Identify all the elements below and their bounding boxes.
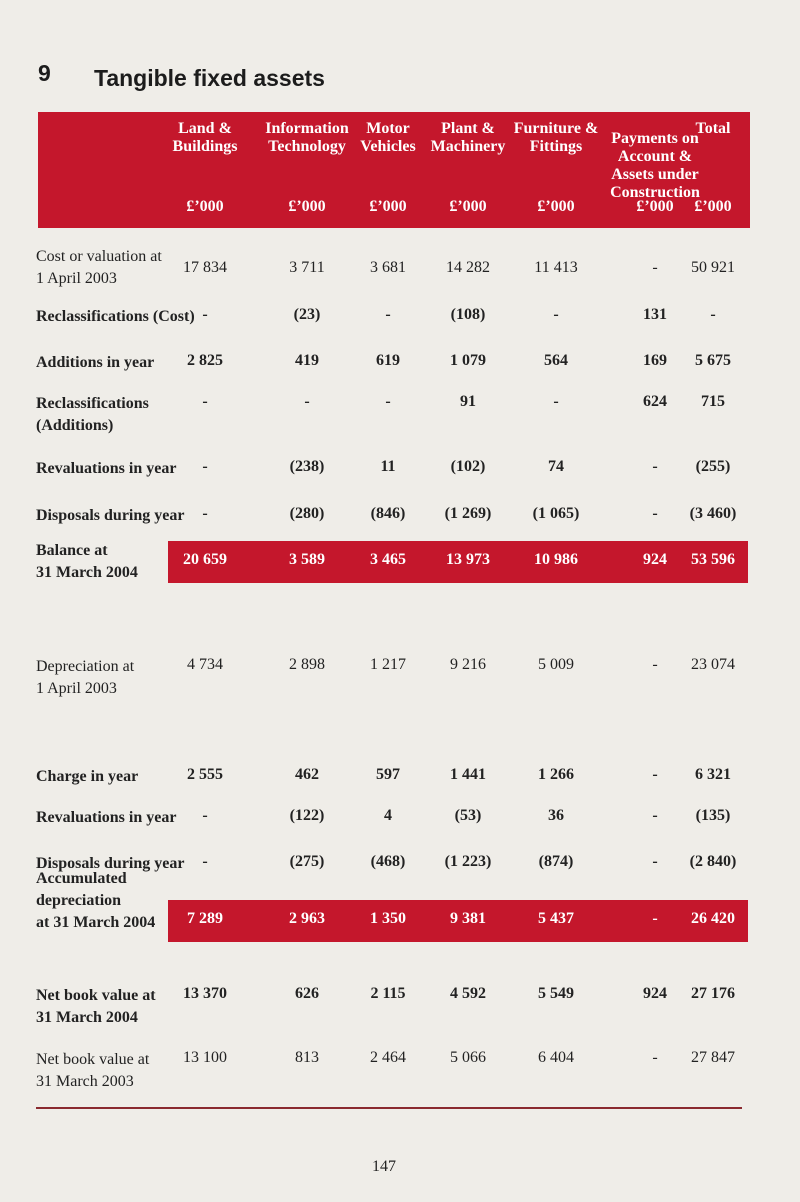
table-cell: 2 555 [187,766,223,783]
row-label-line: Disposals during year [36,855,185,872]
row-label-line: Balance at [36,542,108,559]
table-cell: (122) [289,807,325,824]
table-cell: (255) [695,458,731,475]
column-header [658,120,768,138]
table-cell: 27 176 [691,985,735,1002]
table-cell: 3 589 [289,551,325,568]
bottom-rule [36,1107,742,1109]
table-cell: - [710,306,716,323]
row-label-line: 31 March 2004 [36,564,138,581]
table-cell: - [652,656,658,673]
table-cell: 11 [380,458,396,475]
table-cell: 7 289 [187,910,223,927]
column-header-line: Machinery [430,138,506,155]
row-label-line: Disposals during year [36,507,185,524]
table-cell: 26 420 [691,910,735,927]
table-cell: 17 834 [183,259,227,276]
column-header-line: Fittings [529,138,583,155]
row-label-line: (Additions) [36,417,114,434]
table-cell: 3 711 [289,259,325,276]
table-cell: 924 [643,985,667,1002]
table-cell: (1 223) [444,853,492,870]
table-cell: 597 [376,766,400,783]
table-cell: - [202,393,208,410]
row-label-line: Additions in year [36,354,155,371]
table-cell: - [652,505,658,522]
row-label-line: Charge in year [36,768,139,785]
column-header-line: Land & [178,120,232,137]
table-cell: 6 321 [695,766,731,783]
table-cell: - [652,259,658,276]
table-cell: 50 921 [691,259,735,276]
table-cell: 2 898 [289,656,325,673]
table-cell: 1 217 [370,656,406,673]
row-label-line: depreciation [36,892,122,909]
table-cell: 6 404 [538,1049,574,1066]
table-cell: (102) [450,458,486,475]
table-cell: 74 [548,458,564,475]
table-cell: 1 266 [538,766,574,783]
table-cell: (3 460) [689,505,737,522]
table-cell: - [553,306,559,323]
table-cell: 53 596 [691,551,735,568]
table-cell: 23 074 [691,656,735,673]
column-header-line: Total [695,120,731,137]
column-header-line: Account & [617,148,693,165]
table-cell: (53) [454,807,482,824]
column-header [590,130,720,202]
row-label-line: Cost or valuation at [36,248,162,265]
row-label-line: 1 April 2003 [36,270,117,287]
column-header [150,120,260,156]
table-cell: 5 066 [450,1049,486,1066]
table-cell: 5 675 [695,352,731,369]
row-label-line: Revaluations in year [36,809,177,826]
row-label-line: 31 March 2004 [36,1009,138,1026]
table-cell: (874) [538,853,574,870]
table-cell: - [553,393,559,410]
table-cell: (1 065) [532,505,580,522]
column-header-line: Assets under [611,166,699,183]
row-label-line: 31 March 2003 [36,1073,134,1090]
table-cell: - [652,853,658,870]
table-cell: - [202,505,208,522]
table-cell: 813 [295,1049,319,1066]
table-cell: 626 [295,985,319,1002]
table-cell: 3 465 [370,551,406,568]
row-label-line: Net book value at [36,987,156,1004]
table-cell: - [202,807,208,824]
table-cell: - [304,393,310,410]
table-cell: 462 [295,766,319,783]
table-cell: (846) [370,505,406,522]
table-cell: (2 840) [689,853,737,870]
column-header-line: Construction [610,184,700,201]
column-header-line: Buildings [172,138,238,155]
column-header-line: Furniture & [513,120,599,137]
column-unit: £’000 [537,198,575,215]
table-cell: 13 100 [183,1049,227,1066]
table-cell: (135) [695,807,731,824]
table-cell: - [652,458,658,475]
table-cell: 4 734 [187,656,223,673]
row-label-line: Reclassifications (Cost) [36,308,195,325]
column-unit: £’000 [288,198,326,215]
section-number: 9 [38,60,51,86]
table-cell: - [652,910,658,927]
table-cell: 4 592 [450,985,486,1002]
table-cell: (238) [289,458,325,475]
column-header-line: Information [265,120,349,137]
table-cell: (23) [293,306,321,323]
table-cell: 13 973 [446,551,490,568]
table-cell: 9 216 [450,656,486,673]
row-label-line: Reclassifications [36,395,149,412]
table-cell: - [385,393,391,410]
table-cell: 2 464 [370,1049,406,1066]
column-unit: £’000 [694,198,732,215]
table-cell: - [385,306,391,323]
table-cell: 1 350 [370,910,406,927]
table-header [38,112,750,228]
row-label-line: at 31 March 2004 [36,914,156,931]
table-cell: 924 [643,551,667,568]
row-label-line: Accumulated [36,870,127,887]
table-cell: 36 [548,807,564,824]
table-cell: 1 441 [450,766,486,783]
column-header-line: Technology [268,138,346,155]
table-cell: 5 549 [538,985,574,1002]
row-label-line: Depreciation at [36,658,135,675]
column-unit: £’000 [636,198,674,215]
total-band [168,541,748,583]
table-cell: 2 825 [187,352,223,369]
column-unit: £’000 [449,198,487,215]
table-cell: (275) [289,853,325,870]
table-cell: (108) [450,306,486,323]
table-cell: 13 370 [183,985,227,1002]
table-cell: 11 413 [534,259,578,276]
table-cell: 564 [544,352,568,369]
table-cell: 624 [643,393,667,410]
column-header-line: Motor [366,120,410,137]
table-cell: 20 659 [183,551,227,568]
table-cell: 3 681 [370,259,406,276]
table-cell: (280) [289,505,325,522]
table-cell: - [202,853,208,870]
section-title: Tangible fixed assets [94,65,325,91]
table-cell: 2 115 [370,985,406,1002]
table-cell: (468) [370,853,406,870]
column-unit: £’000 [369,198,407,215]
row-label-line: Net book value at [36,1051,150,1068]
table-cell: 14 282 [446,259,490,276]
table-cell: 419 [295,352,319,369]
table-cell: (1 269) [444,505,492,522]
total-band [168,900,748,942]
table-cell: 4 [384,807,392,824]
column-header-line: Vehicles [360,138,416,155]
table-cell: 9 381 [450,910,486,927]
table-cell: 619 [376,352,400,369]
table-cell: - [652,1049,658,1066]
table-cell: 169 [643,352,667,369]
column-header-line: Plant & [441,120,495,137]
column-unit: £’000 [186,198,224,215]
table-cell: 131 [643,306,667,323]
page-number: 147 [372,1158,396,1175]
table-cell: 91 [460,393,476,410]
table-cell: 715 [701,393,725,410]
table-cell: 5 009 [538,656,574,673]
table-cell: - [202,306,208,323]
table-cell: - [652,807,658,824]
table-cell: 2 963 [289,910,325,927]
table-cell: 27 847 [691,1049,735,1066]
table-cell: 1 079 [450,352,486,369]
table-cell: 10 986 [534,551,578,568]
table-cell: 5 437 [538,910,574,927]
row-label-line: Revaluations in year [36,460,177,477]
row-label-line: 1 April 2003 [36,680,117,697]
table-cell: - [202,458,208,475]
column-header-line: Payments on [611,130,699,147]
table-cell: - [652,766,658,783]
